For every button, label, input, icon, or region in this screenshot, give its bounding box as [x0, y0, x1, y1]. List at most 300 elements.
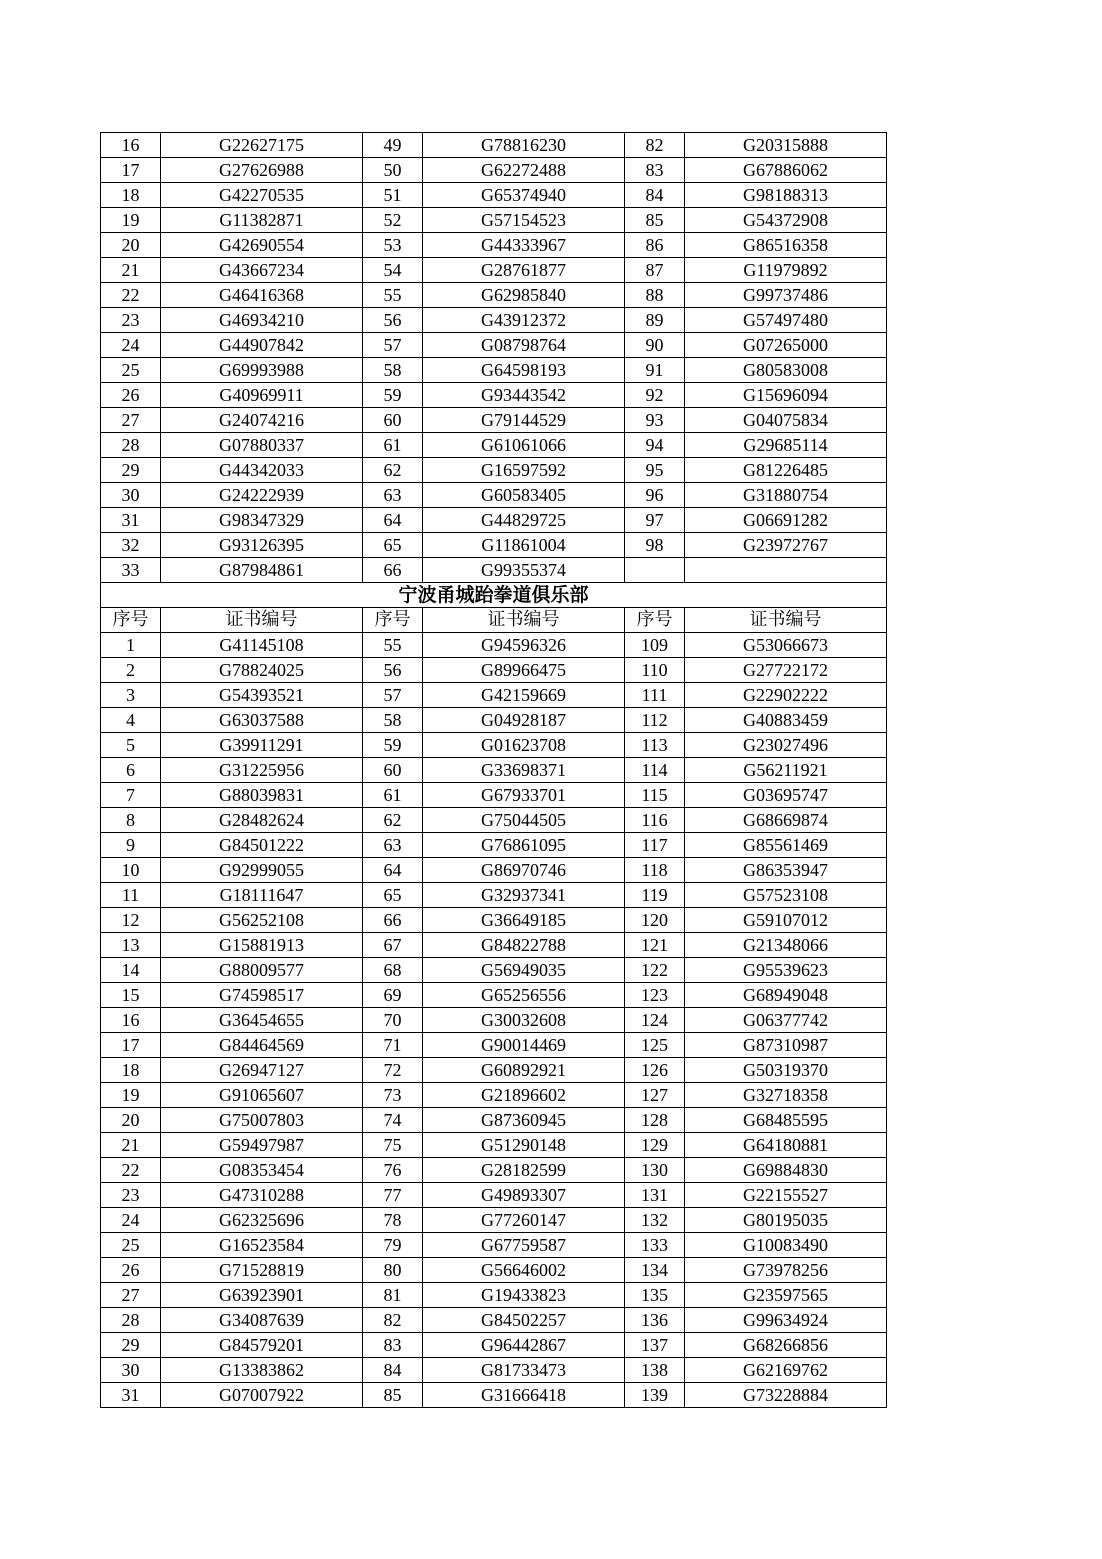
- cert-code-cell: G23972767: [685, 533, 887, 558]
- seq-cell: 10: [101, 858, 161, 883]
- cert-code-cell: G68669874: [685, 808, 887, 833]
- cert-code-cell: G16523584: [161, 1233, 363, 1258]
- seq-cell: 118: [625, 858, 685, 883]
- cert-code-cell: G57523108: [685, 883, 887, 908]
- seq-cell: 81: [363, 1283, 423, 1308]
- seq-cell: 50: [363, 158, 423, 183]
- seq-cell: 30: [101, 483, 161, 508]
- seq-cell: 54: [363, 258, 423, 283]
- seq-cell: 93: [625, 408, 685, 433]
- seq-cell: 85: [363, 1383, 423, 1408]
- seq-cell: 91: [625, 358, 685, 383]
- cert-code-cell: G13383862: [161, 1358, 363, 1383]
- cert-code-cell: G36649185: [423, 908, 625, 933]
- cert-code-cell: G84822788: [423, 933, 625, 958]
- seq-cell: 18: [101, 1058, 161, 1083]
- seq-cell: 113: [625, 733, 685, 758]
- table-row: [101, 808, 887, 833]
- cert-code-cell: G59497987: [161, 1133, 363, 1158]
- cert-code-cell: G99355374: [423, 558, 625, 583]
- cert-code-cell: G96442867: [423, 1333, 625, 1358]
- cert-code-cell: G62325696: [161, 1208, 363, 1233]
- seq-cell: 62: [363, 808, 423, 833]
- seq-cell: 11: [101, 883, 161, 908]
- cert-code-cell: G44333967: [423, 233, 625, 258]
- cert-code-cell: G60892921: [423, 1058, 625, 1083]
- table-row: [101, 408, 887, 433]
- seq-cell: 60: [363, 758, 423, 783]
- table-row: [101, 1208, 887, 1233]
- header-code-cell: 证书编号: [685, 608, 887, 633]
- seq-cell: 28: [101, 1308, 161, 1333]
- table-row: [101, 333, 887, 358]
- cert-code-cell: G67759587: [423, 1233, 625, 1258]
- cert-code-cell: G31666418: [423, 1383, 625, 1408]
- header-seq-cell: 序号: [625, 608, 685, 633]
- cert-code-cell: G67933701: [423, 783, 625, 808]
- cert-code-cell: G80195035: [685, 1208, 887, 1233]
- cert-code-cell: G63037588: [161, 708, 363, 733]
- seq-cell: 65: [363, 533, 423, 558]
- cert-code-cell: G31225956: [161, 758, 363, 783]
- seq-cell: 84: [363, 1358, 423, 1383]
- cert-code-cell: G26947127: [161, 1058, 363, 1083]
- cert-code-cell: G88039831: [161, 783, 363, 808]
- seq-cell: 33: [101, 558, 161, 583]
- cert-code-cell: G43667234: [161, 258, 363, 283]
- table-row: [101, 133, 887, 158]
- cert-code-cell: G67886062: [685, 158, 887, 183]
- cert-code-cell: G23027496: [685, 733, 887, 758]
- table-row: [101, 1283, 887, 1308]
- cert-code-cell: G07265000: [685, 333, 887, 358]
- table-row: [101, 383, 887, 408]
- seq-cell: 80: [363, 1258, 423, 1283]
- cert-code-cell: G56252108: [161, 908, 363, 933]
- seq-cell: 97: [625, 508, 685, 533]
- seq-cell: 8: [101, 808, 161, 833]
- table-row: [101, 158, 887, 183]
- header-row: [101, 608, 887, 633]
- cert-code-cell: G71528819: [161, 1258, 363, 1283]
- seq-cell: 132: [625, 1208, 685, 1233]
- cert-code-cell: G64180881: [685, 1133, 887, 1158]
- table-row: [101, 783, 887, 808]
- cert-code-cell: G44829725: [423, 508, 625, 533]
- seq-cell: 83: [625, 158, 685, 183]
- cert-code-cell: G22627175: [161, 133, 363, 158]
- cert-code-cell: G69993988: [161, 358, 363, 383]
- seq-cell: 63: [363, 833, 423, 858]
- cert-code-cell: G73228884: [685, 1383, 887, 1408]
- cert-code-cell: G75044505: [423, 808, 625, 833]
- seq-cell: 135: [625, 1283, 685, 1308]
- cert-code-cell: G87360945: [423, 1108, 625, 1133]
- seq-cell: 15: [101, 983, 161, 1008]
- table-row: [101, 558, 887, 583]
- cert-code-cell: G84579201: [161, 1333, 363, 1358]
- table-row: [101, 833, 887, 858]
- seq-cell: 9: [101, 833, 161, 858]
- seq-cell: 94: [625, 433, 685, 458]
- seq-cell: 83: [363, 1333, 423, 1358]
- cert-code-cell: G64598193: [423, 358, 625, 383]
- seq-cell: 19: [101, 208, 161, 233]
- table-row: [101, 1358, 887, 1383]
- cert-code-cell: G27626988: [161, 158, 363, 183]
- cert-code-cell: G53066673: [685, 633, 887, 658]
- cert-code-cell: G03695747: [685, 783, 887, 808]
- seq-cell: 87: [625, 258, 685, 283]
- table-row: [101, 758, 887, 783]
- seq-cell: 69: [363, 983, 423, 1008]
- table-row: [101, 708, 887, 733]
- cert-code-cell: G40883459: [685, 708, 887, 733]
- cert-code-cell: G30032608: [423, 1008, 625, 1033]
- seq-cell: 21: [101, 1133, 161, 1158]
- table-row: [101, 1008, 887, 1033]
- seq-cell: 131: [625, 1183, 685, 1208]
- seq-cell: 64: [363, 508, 423, 533]
- seq-cell: 56: [363, 308, 423, 333]
- seq-cell: 57: [363, 333, 423, 358]
- cert-code-cell: G08353454: [161, 1158, 363, 1183]
- table-row: [101, 1183, 887, 1208]
- table-row: [101, 508, 887, 533]
- table-row: [101, 858, 887, 883]
- seq-cell: 63: [363, 483, 423, 508]
- table-row: [101, 1033, 887, 1058]
- cert-code-cell: G42270535: [161, 183, 363, 208]
- seq-cell: 127: [625, 1083, 685, 1108]
- seq-cell: 22: [101, 283, 161, 308]
- cert-code-cell: G95539623: [685, 958, 887, 983]
- cert-code-cell: G99737486: [685, 283, 887, 308]
- cert-code-cell: G22902222: [685, 683, 887, 708]
- seq-cell: 23: [101, 1183, 161, 1208]
- seq-cell: 62: [363, 458, 423, 483]
- seq-cell: 114: [625, 758, 685, 783]
- cert-code-cell: G75007803: [161, 1108, 363, 1133]
- table-row: [101, 258, 887, 283]
- seq-cell: 13: [101, 933, 161, 958]
- club-title-row: [101, 583, 887, 608]
- seq-cell: 32: [101, 533, 161, 558]
- seq-cell: 72: [363, 1058, 423, 1083]
- seq-cell: 92: [625, 383, 685, 408]
- cert-code-cell: G54372908: [685, 208, 887, 233]
- cert-code-cell: G21348066: [685, 933, 887, 958]
- cert-code-cell: G16597592: [423, 458, 625, 483]
- cert-code-cell: G01623708: [423, 733, 625, 758]
- seq-cell: 19: [101, 1083, 161, 1108]
- cert-code-cell: G56211921: [685, 758, 887, 783]
- seq-cell: 1: [101, 633, 161, 658]
- cert-code-cell: G87310987: [685, 1033, 887, 1058]
- seq-cell: 95: [625, 458, 685, 483]
- seq-cell: 74: [363, 1108, 423, 1133]
- cert-code-cell: G28761877: [423, 258, 625, 283]
- seq-cell: 7: [101, 783, 161, 808]
- club-title: 宁波甬城跆拳道俱乐部: [101, 583, 887, 608]
- seq-cell: 16: [101, 1008, 161, 1033]
- cert-code-cell: G20315888: [685, 133, 887, 158]
- seq-cell: 29: [101, 1333, 161, 1358]
- table-row: [101, 433, 887, 458]
- cert-code-cell: G40969911: [161, 383, 363, 408]
- seq-cell: 4: [101, 708, 161, 733]
- seq-cell: 25: [101, 358, 161, 383]
- seq-cell: 139: [625, 1383, 685, 1408]
- cert-code-cell: G94596326: [423, 633, 625, 658]
- seq-cell: 27: [101, 1283, 161, 1308]
- cert-code-cell: G81733473: [423, 1358, 625, 1383]
- seq-cell: 98: [625, 533, 685, 558]
- cert-code-cell: G57497480: [685, 308, 887, 333]
- cert-code-cell: G11382871: [161, 208, 363, 233]
- cert-code-cell: G43912372: [423, 308, 625, 333]
- seq-cell: 116: [625, 808, 685, 833]
- seq-cell: 64: [363, 858, 423, 883]
- cert-code-cell: G62272488: [423, 158, 625, 183]
- cert-code-cell: G98188313: [685, 183, 887, 208]
- cert-code-cell: G44342033: [161, 458, 363, 483]
- cert-code-cell: G89966475: [423, 658, 625, 683]
- seq-cell: 130: [625, 1158, 685, 1183]
- seq-cell: 14: [101, 958, 161, 983]
- seq-cell: 51: [363, 183, 423, 208]
- cert-code-cell: G59107012: [685, 908, 887, 933]
- table-row: [101, 1158, 887, 1183]
- seq-cell: 24: [101, 333, 161, 358]
- cert-code-cell: G87984861: [161, 558, 363, 583]
- seq-cell: 129: [625, 1133, 685, 1158]
- table-row: [101, 908, 887, 933]
- table-row: [101, 308, 887, 333]
- seq-cell: 58: [363, 708, 423, 733]
- table-row: [101, 933, 887, 958]
- cert-code-cell: G68266856: [685, 1333, 887, 1358]
- cert-code-cell: G39911291: [161, 733, 363, 758]
- table-row: [101, 208, 887, 233]
- cert-code-cell: G98347329: [161, 508, 363, 533]
- seq-cell: 60: [363, 408, 423, 433]
- cert-code-cell: G62985840: [423, 283, 625, 308]
- seq-cell: 24: [101, 1208, 161, 1233]
- seq-cell: 31: [101, 1383, 161, 1408]
- seq-cell: 82: [363, 1308, 423, 1333]
- seq-cell: 27: [101, 408, 161, 433]
- cert-code-cell: G04075834: [685, 408, 887, 433]
- cert-code-cell: G86516358: [685, 233, 887, 258]
- cert-code-cell: G27722172: [685, 658, 887, 683]
- seq-cell: 136: [625, 1308, 685, 1333]
- seq-cell: 59: [363, 383, 423, 408]
- seq-cell: 17: [101, 158, 161, 183]
- table-row: [101, 483, 887, 508]
- seq-cell: 17: [101, 1033, 161, 1058]
- seq-cell: 96: [625, 483, 685, 508]
- table-row: [101, 1308, 887, 1333]
- cert-code-cell: G78824025: [161, 658, 363, 683]
- cert-code-cell: G86970746: [423, 858, 625, 883]
- seq-cell: 71: [363, 1033, 423, 1058]
- seq-cell: 25: [101, 1233, 161, 1258]
- cert-code-cell: G90014469: [423, 1033, 625, 1058]
- certificate-table: [100, 132, 887, 1408]
- cert-code-cell: G69884830: [685, 1158, 887, 1183]
- table-row: [101, 983, 887, 1008]
- seq-cell: 78: [363, 1208, 423, 1233]
- cert-code-cell: G29685114: [685, 433, 887, 458]
- cert-code-cell: G85561469: [685, 833, 887, 858]
- seq-cell: 3: [101, 683, 161, 708]
- cert-code-cell: G33698371: [423, 758, 625, 783]
- cert-code-cell: G11979892: [685, 258, 887, 283]
- seq-cell: 61: [363, 433, 423, 458]
- cert-code-cell: G32718358: [685, 1083, 887, 1108]
- table-row: [101, 1133, 887, 1158]
- cert-code-cell: G92999055: [161, 858, 363, 883]
- cert-code-cell: G57154523: [423, 208, 625, 233]
- cert-code-cell: G08798764: [423, 333, 625, 358]
- cert-code-cell: G56949035: [423, 958, 625, 983]
- seq-cell: 134: [625, 1258, 685, 1283]
- seq-cell: 22: [101, 1158, 161, 1183]
- seq-cell: 20: [101, 233, 161, 258]
- cert-code-cell: G91065607: [161, 1083, 363, 1108]
- cert-code-cell: G54393521: [161, 683, 363, 708]
- seq-cell: 112: [625, 708, 685, 733]
- cert-code-cell: G10083490: [685, 1233, 887, 1258]
- cert-code-cell: G15696094: [685, 383, 887, 408]
- cert-code-cell: G11861004: [423, 533, 625, 558]
- table-row: [101, 1258, 887, 1283]
- cert-code-cell: G60583405: [423, 483, 625, 508]
- cert-code-cell: G46416368: [161, 283, 363, 308]
- table-row: [101, 233, 887, 258]
- cert-code-cell: G19433823: [423, 1283, 625, 1308]
- seq-cell: 77: [363, 1183, 423, 1208]
- seq-cell: 61: [363, 783, 423, 808]
- seq-cell: 57: [363, 683, 423, 708]
- seq-cell: 109: [625, 633, 685, 658]
- seq-cell: 6: [101, 758, 161, 783]
- seq-cell: 21: [101, 258, 161, 283]
- cert-code-cell: G88009577: [161, 958, 363, 983]
- cert-code-cell: G23597565: [685, 1283, 887, 1308]
- seq-cell: 75: [363, 1133, 423, 1158]
- seq-cell: 137: [625, 1333, 685, 1358]
- cert-code-cell: G62169762: [685, 1358, 887, 1383]
- table-row: [101, 1058, 887, 1083]
- seq-cell: 16: [101, 133, 161, 158]
- table-row: [101, 633, 887, 658]
- cert-code-cell: G93443542: [423, 383, 625, 408]
- seq-cell: [625, 558, 685, 583]
- cert-code-cell: G74598517: [161, 983, 363, 1008]
- seq-cell: 12: [101, 908, 161, 933]
- seq-cell: 76: [363, 1158, 423, 1183]
- seq-cell: 5: [101, 733, 161, 758]
- seq-cell: 55: [363, 283, 423, 308]
- cert-code-cell: G51290148: [423, 1133, 625, 1158]
- seq-cell: 67: [363, 933, 423, 958]
- seq-cell: 117: [625, 833, 685, 858]
- cert-code-cell: G84464569: [161, 1033, 363, 1058]
- cert-code-cell: G44907842: [161, 333, 363, 358]
- seq-cell: 82: [625, 133, 685, 158]
- cert-code-cell: G06691282: [685, 508, 887, 533]
- seq-cell: 124: [625, 1008, 685, 1033]
- cert-code-cell: G24222939: [161, 483, 363, 508]
- table-row: [101, 533, 887, 558]
- seq-cell: 119: [625, 883, 685, 908]
- header-code-cell: 证书编号: [423, 608, 625, 633]
- seq-cell: 123: [625, 983, 685, 1008]
- cert-code-cell: G46934210: [161, 308, 363, 333]
- seq-cell: 115: [625, 783, 685, 808]
- cert-code-cell: G42159669: [423, 683, 625, 708]
- seq-cell: 26: [101, 1258, 161, 1283]
- cert-code-cell: G18111647: [161, 883, 363, 908]
- seq-cell: 26: [101, 383, 161, 408]
- table-row: [101, 658, 887, 683]
- table-row: [101, 1383, 887, 1408]
- cert-code-cell: G07880337: [161, 433, 363, 458]
- seq-cell: 86: [625, 233, 685, 258]
- seq-cell: 29: [101, 458, 161, 483]
- table-row: [101, 958, 887, 983]
- header-seq-cell: 序号: [101, 608, 161, 633]
- seq-cell: 68: [363, 958, 423, 983]
- seq-cell: 138: [625, 1358, 685, 1383]
- cert-code-cell: G65256556: [423, 983, 625, 1008]
- seq-cell: 66: [363, 558, 423, 583]
- cert-code-cell: G15881913: [161, 933, 363, 958]
- seq-cell: 20: [101, 1108, 161, 1133]
- seq-cell: 121: [625, 933, 685, 958]
- table-row: [101, 1083, 887, 1108]
- header-code-cell: 证书编号: [161, 608, 363, 633]
- seq-cell: 65: [363, 883, 423, 908]
- seq-cell: 90: [625, 333, 685, 358]
- seq-cell: 122: [625, 958, 685, 983]
- seq-cell: 110: [625, 658, 685, 683]
- cert-code-cell: G21896602: [423, 1083, 625, 1108]
- certificate-table-body: [101, 133, 887, 1408]
- seq-cell: 49: [363, 133, 423, 158]
- cert-code-cell: G73978256: [685, 1258, 887, 1283]
- seq-cell: 30: [101, 1358, 161, 1383]
- cert-code-cell: G68485595: [685, 1108, 887, 1133]
- seq-cell: 126: [625, 1058, 685, 1083]
- seq-cell: 55: [363, 633, 423, 658]
- seq-cell: 88: [625, 283, 685, 308]
- cert-code-cell: G47310288: [161, 1183, 363, 1208]
- header-seq-cell: 序号: [363, 608, 423, 633]
- seq-cell: 133: [625, 1233, 685, 1258]
- cert-code-cell: G78816230: [423, 133, 625, 158]
- cert-code-cell: G22155527: [685, 1183, 887, 1208]
- seq-cell: 28: [101, 433, 161, 458]
- cert-code-cell: G32937341: [423, 883, 625, 908]
- cert-code-cell: G77260147: [423, 1208, 625, 1233]
- cert-code-cell: G42690554: [161, 233, 363, 258]
- seq-cell: 2: [101, 658, 161, 683]
- cert-code-cell: G24074216: [161, 408, 363, 433]
- table-row: [101, 683, 887, 708]
